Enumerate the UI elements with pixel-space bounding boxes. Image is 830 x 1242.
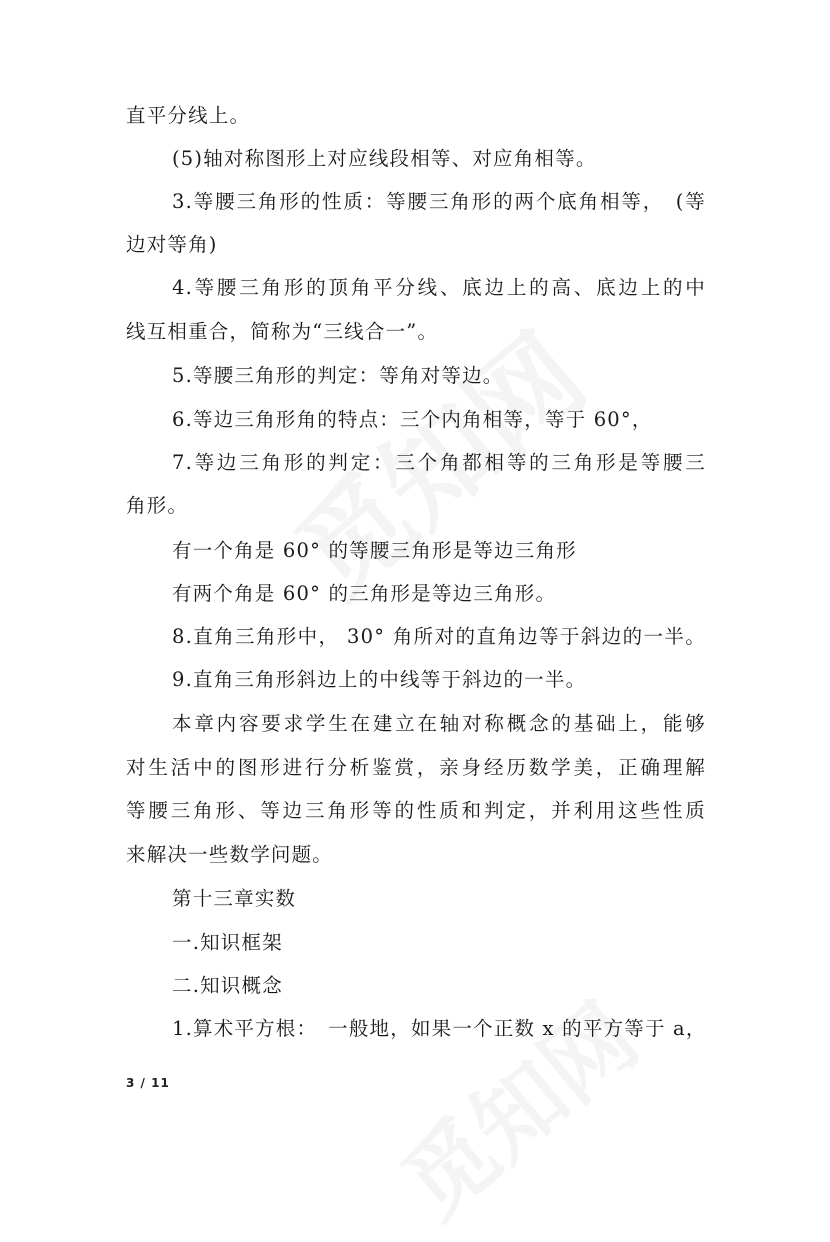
watermark-2 <box>370 968 660 1241</box>
text-line-1: 直平分线上。 <box>126 104 251 127</box>
text-line-4: 边对等角) <box>126 233 218 256</box>
text-line-10: 角形。 <box>126 494 189 517</box>
text-line-22: 1.算术平方根： 一般地，如果一个正数 x 的平方等于 a， <box>172 1017 707 1040</box>
text-line-11: 有一个角是 60° 的等腰三角形是等边三角形 <box>172 539 577 562</box>
text-line-9: 7.等边三角形的判定：三个角都相等的三角形是等腰三 <box>172 451 706 474</box>
text-line-17: 等腰三角形、等边三角形等的性质和判定，并利用这些性质 <box>126 799 706 822</box>
text-line-7: 5.等腰三角形的判定：等角对等边。 <box>172 364 504 387</box>
page-indicator: 3 / 11 <box>126 1076 170 1090</box>
text-line-3: 3.等腰三角形的性质：等腰三角形的两个底角相等， (等 <box>172 190 706 213</box>
text-line-15: 本章内容要求学生在建立在轴对称概念的基础上，能够 <box>172 712 706 735</box>
text-line-16: 对生活中的图形进行分析鉴赏，亲身经历数学美，正确理解 <box>126 756 706 779</box>
text-line-8: 6.等边三角形角的特点：三个内角相等，等于 60°， <box>172 408 653 431</box>
section-heading-1: 一.知识框架 <box>172 931 283 954</box>
text-line-14: 9.直角三角形斜边上的中线等于斜边的一半。 <box>172 668 587 691</box>
text-line-6: 线互相重合，简称为“三线合一”。 <box>126 320 439 343</box>
chapter-heading: 第十三章实数 <box>172 887 297 910</box>
text-line-13: 8.直角三角形中， 30° 角所对的直角边等于斜边的一半。 <box>172 625 706 648</box>
text-line-2: (5)轴对称图形上对应线段相等、对应角相等。 <box>172 147 597 170</box>
text-line-18: 来解决一些数学问题。 <box>126 843 334 866</box>
text-line-12: 有两个角是 60° 的三角形是等边三角形。 <box>172 582 557 605</box>
text-line-5: 4.等腰三角形的顶角平分线、底边上的高、底边上的中 <box>172 276 706 299</box>
section-heading-2: 二.知识概念 <box>172 974 283 997</box>
